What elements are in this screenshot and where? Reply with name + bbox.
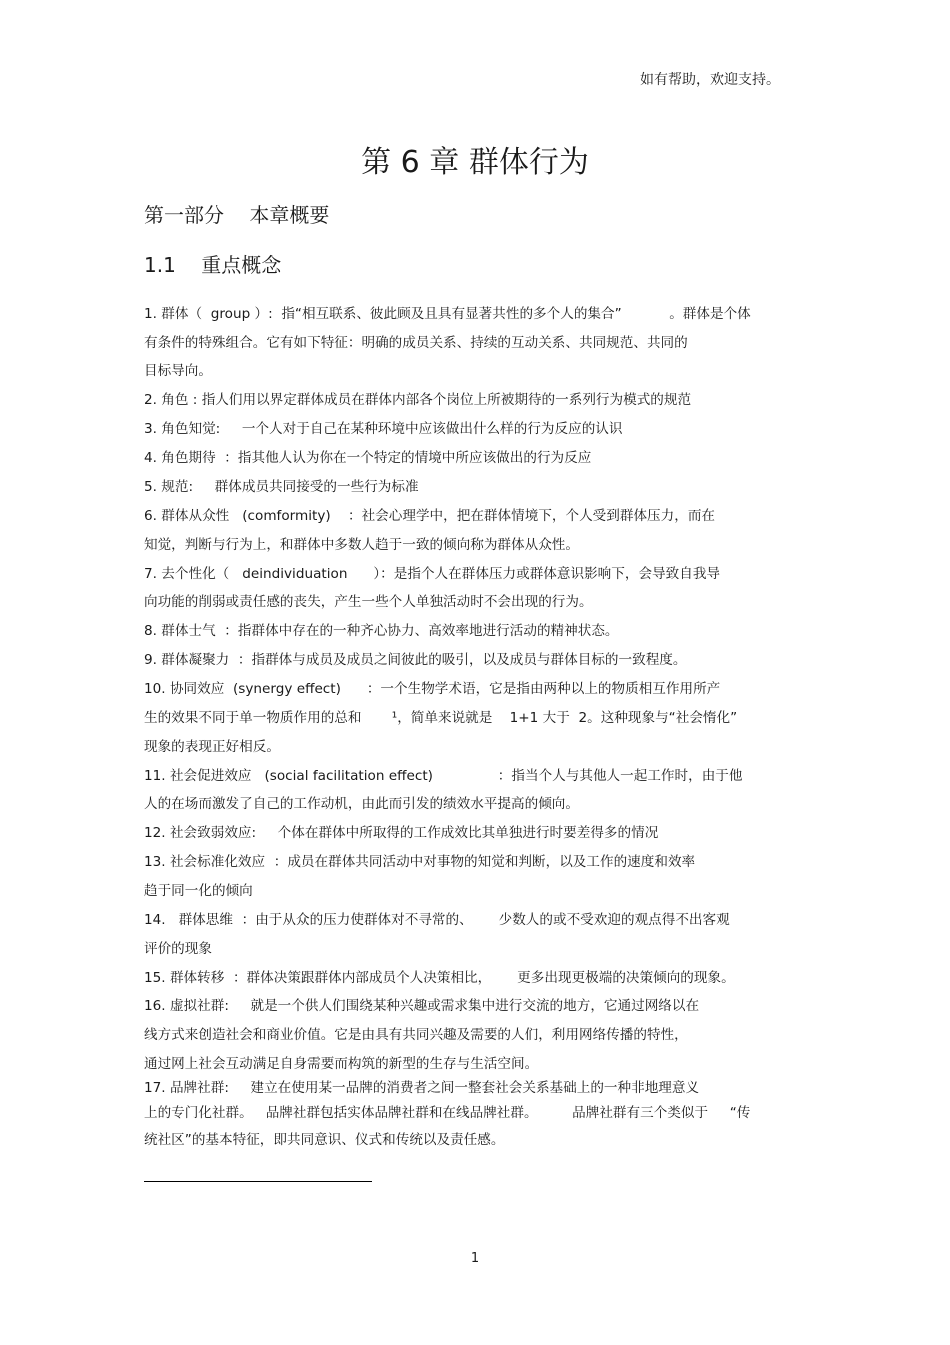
list-item: 目标导向。 xyxy=(144,363,212,379)
list-item: 4. 角色期待 ：指其他人认为你在一个特定的情境中所应该做出的行为反应 xyxy=(144,450,592,466)
header-note: 如有帮助，欢迎支持。 xyxy=(640,72,780,88)
list-item: 上的专门化社群。 品牌社群包括实体品牌社群和在线品牌社群。 品牌社群有三个类似于 “传 xyxy=(144,1105,751,1121)
list-item: 10. 协同效应 (synergy effect) ：一个生物学术语，它是指由两种以上的物质相互作用所产 xyxy=(144,681,721,697)
list-item: 有条件的特殊组合。它有如下特征：明确的成员关系、持续的互动关系、共同规范、共同的 xyxy=(144,335,688,351)
footnote-divider xyxy=(144,1181,372,1182)
list-item: 13. 社会标准化效应 ：成员在群体共同活动中对事物的知觉和判断，以及工作的速度和效率 xyxy=(144,854,696,870)
chapter-title: 第 6 章 群体行为 xyxy=(361,145,589,180)
list-item: 15. 群体转移 ：群体决策跟群体内部成员个人决策相比， 更多出现更极端的决策倾向的现象。 xyxy=(144,970,735,986)
list-item: 8. 群体士气 ：指群体中存在的一种齐心协力、高效率地进行活动的精神状态。 xyxy=(144,623,619,639)
list-item: 5. 规范: 群体成员共同接受的一些行为标准 xyxy=(144,479,419,495)
list-item: 人的在场而激发了自己的工作动机，由此而引发的绩效水平提高的倾向。 xyxy=(144,796,579,812)
list-item: 2. 角色 : 指人们用以界定群体成员在群体内部各个岗位上所被期待的一系列行为模式的规范 xyxy=(144,392,692,408)
list-item: 11. 社会促进效应 (social facilitation effect) ：指当个人与其他人一起工作时，由于他 xyxy=(144,768,743,784)
list-item: 1. 群体（ group ）: 指“相互联系、彼此顾及且具有显著共性的多个人的集合” 。群体是个体 xyxy=(144,306,751,322)
list-item: 通过网上社会互动满足自身需要而构筑的新型的生存与生活空间。 xyxy=(144,1056,539,1072)
list-item: 6. 群体从众性 (comformity) ：社会心理学中，把在群体情境下，个人受到群体压力，而在 xyxy=(144,508,716,524)
list-item: 评价的现象 xyxy=(144,941,212,957)
list-item: 3. 角色知觉: 一个人对于自己在某种环境中应该做出什么样的行为反应的认识 xyxy=(144,421,623,437)
list-item: 线方式来创造社会和商业价值。它是由具有共同兴趣及需要的人们，利用网络传播的特性， xyxy=(144,1027,688,1043)
page-number: 1 xyxy=(470,1251,480,1266)
list-item: 16. 虚拟社群: 就是一个供人们围绕某种兴趣或需求集中进行交流的地方，它通过网络以在 xyxy=(144,998,700,1014)
list-item: 向功能的削弱或责任感的丧失，产生一些个人单独活动时不会出现的行为。 xyxy=(144,594,593,610)
list-item: 17. 品牌社群: 建立在使用某一品牌的消费者之间一整套社会关系基础上的一种非地理意义 xyxy=(144,1080,700,1096)
list-item: 统社区”的基本特征，即共同意识、仪式和传统以及责任感。 xyxy=(144,1132,505,1148)
list-item: 9. 群体凝聚力 ：指群体与成员及成员之间彼此的吸引，以及成员与群体目标的一致程度。 xyxy=(144,652,687,668)
list-item: 12. 社会致弱效应: 个体在群体中所取得的工作成效比其单独进行时要差得多的情况 xyxy=(144,825,659,841)
list-item: 7. 去个性化（ deindividuation ）：是指个人在群体压力或群体意识影响下，会导致自我导 xyxy=(144,566,721,582)
list-item: 知觉，判断与行为上，和群体中多数人趋于一致的倾向称为群体从众性。 xyxy=(144,537,579,553)
section-title: 1.1 重点概念 xyxy=(144,253,282,277)
part-title: 第一部分 本章概要 xyxy=(144,203,330,227)
list-item: 生的效果不同于单一物质作用的总和 ¹，简单来说就是 1+1 大于 2。这种现象与“社会惰化” xyxy=(144,710,738,726)
list-item: 14. 群体思维 ：由于从众的压力使群体对不寻常的、 少数人的或不受欢迎的观点得不出客观 xyxy=(144,912,730,928)
list-item: 现象的表现正好相反。 xyxy=(144,739,280,755)
list-item: 趋于同一化的倾向 xyxy=(144,883,253,899)
